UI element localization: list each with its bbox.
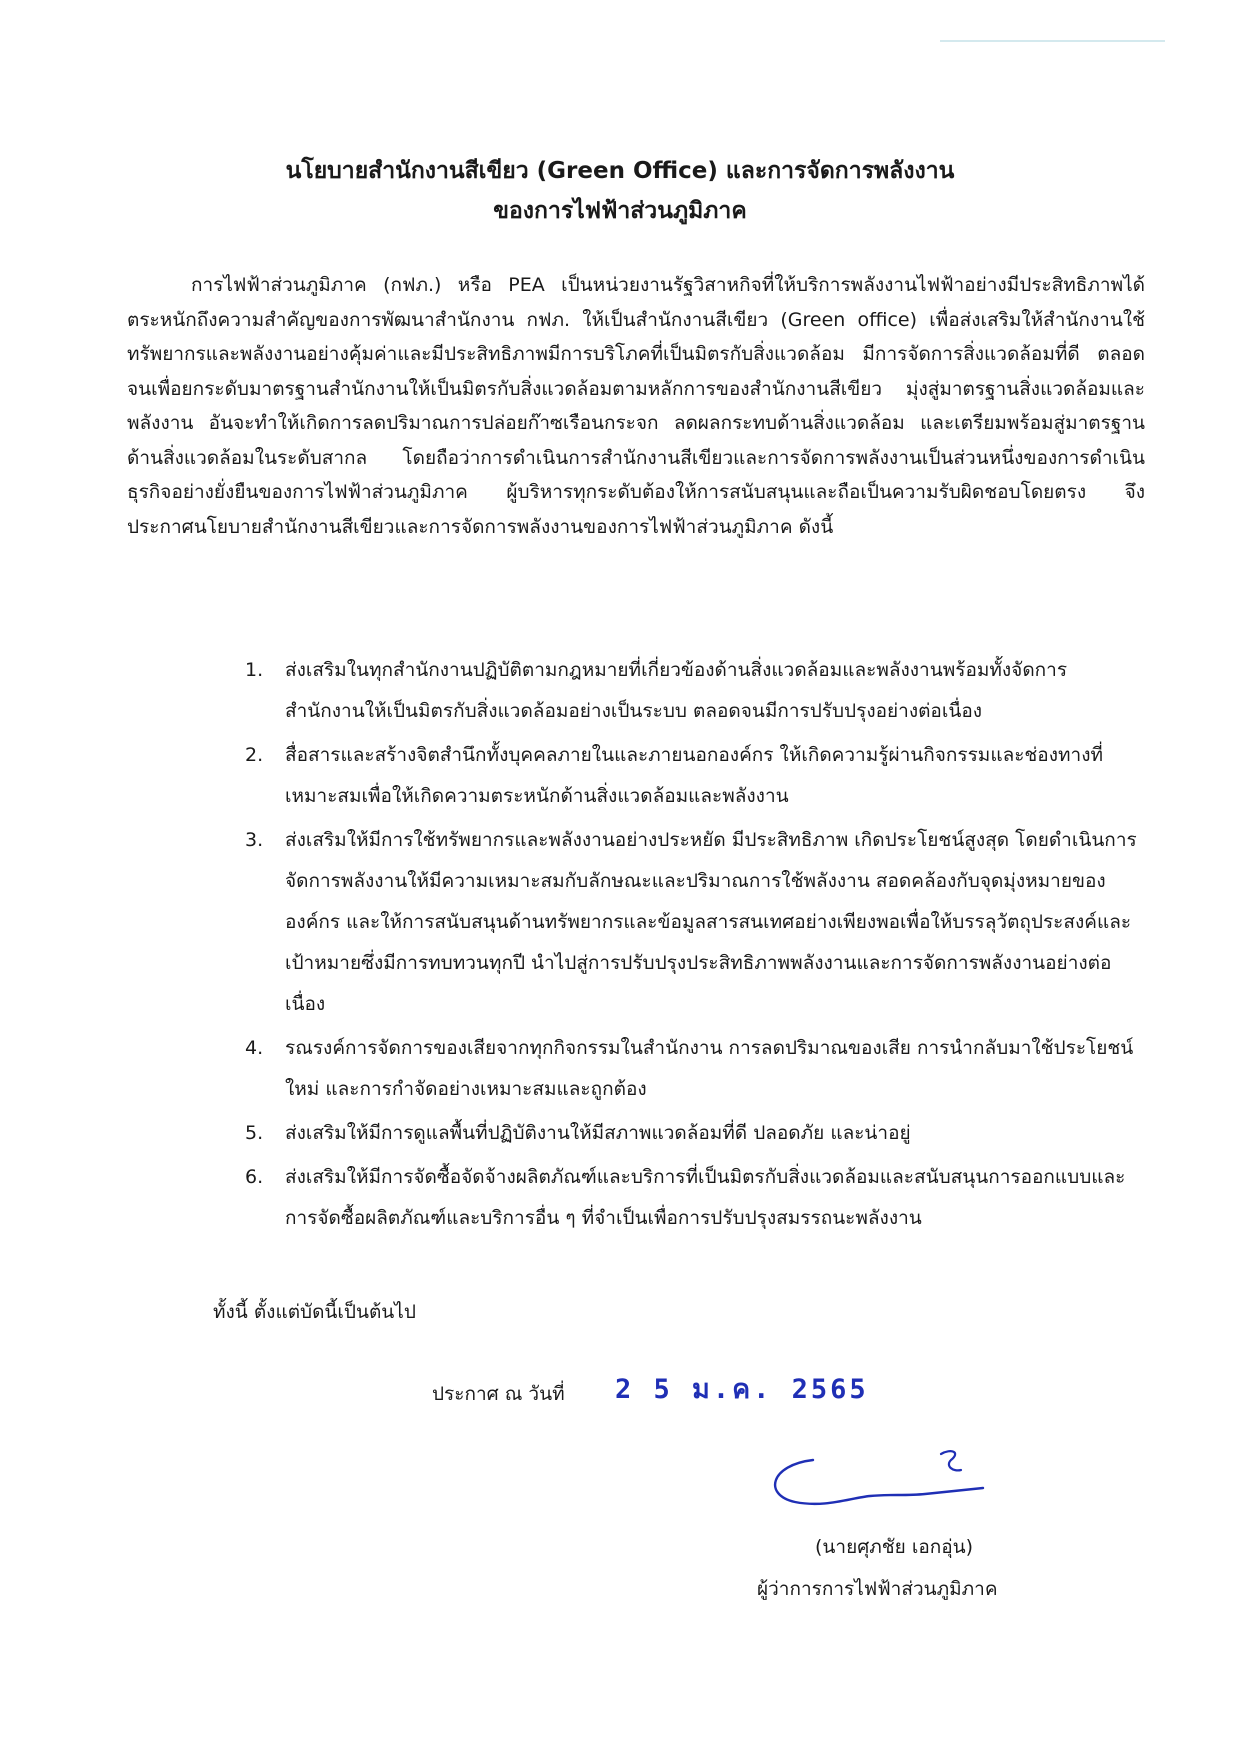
policy-number: 6. [245,1166,264,1188]
policy-text: รณรงค์การจัดการของเสียจากทุกกิจกรรมในสำนักงาน การลดปริมาณของเสีย การนำกลับมาใช้ประโยชน์ใหม่ และการกำจัดอย่างเหมาะสมและถูกต้อง [285,1037,1134,1100]
policy-number: 3. [245,829,264,851]
policy-item [245,650,1145,732]
signatory-title: ผู้ว่าการการไฟฟ้าส่วนภูมิภาค [757,1578,998,1600]
date-stamp: 2 5 ม.ค. 2565 [615,1374,869,1405]
policy-text: สื่อสารและสร้างจิตสำนึกทั้งบุคคลภายในและภายนอกองค์กร ให้เกิดความรู้ผ่านกิจกรรมและช่องทางที่เหมาะสมเพื่อให้เกิดความตระหนักด้านสิ่งแวดล้อมและพลังงาน [285,744,1103,807]
policy-item [245,1028,1145,1110]
signatory-name: (นายศุภชัย เอกอุ่น) [815,1536,974,1558]
document-title-line1: นโยบายสำนักงานสีเขียว (Green Office) และการจัดการพลังงาน [285,158,955,184]
policy-text: ส่งเสริมให้มีการจัดซื้อจัดจ้างผลิตภัณฑ์และบริการที่เป็นมิตรกับสิ่งแวดล้อมและสนับสนุนการออกแบบและการจัดซื้อผลิตภัณฑ์และบริการอื่น ๆ ที่จำเป็นเพื่อการปรับปรุงสมรรถนะพลังงาน [285,1166,1126,1229]
policy-text: ส่งเสริมในทุกสำนักงานปฏิบัติตามกฎหมายที่เกี่ยวข้องด้านสิ่งแวดล้อมและพลังงานพร้อมทั้งจัดการสำนักงานให้เป็นมิตรกับสิ่งแวดล้อมอย่างเป็นระบบ ตลอดจนมีการปรับปรุงอย่างต่อเนื่อง [285,659,1068,722]
policy-item [245,735,1145,817]
signature-image [755,1430,995,1520]
document-title-line2: ของการไฟฟ้าส่วนภูมิภาค [493,198,747,224]
policy-item [245,820,1145,1025]
closing-statement: ทั้งนี้ ตั้งแต่บัดนี้เป็นต้นไป [213,1301,416,1323]
policy-number: 2. [245,744,264,766]
header-rule [940,40,1165,42]
policy-item [245,1113,1145,1154]
policy-text: ส่งเสริมให้มีการดูแลพื้นที่ปฏิบัติงานให้มีสภาพแวดล้อมที่ดี ปลอดภัย และน่าอยู่ [285,1122,911,1144]
intro-paragraph: การไฟฟ้าส่วนภูมิภาค (กฟภ.) หรือ PEA เป็นหน่วยงานรัฐวิสาหกิจที่ให้บริการพลังงานไฟฟ้าอย่างมีประสิทธิภาพได้ตระหนักถึงความสำคัญของการพัฒนาสำนักงาน กฟภ. ให้เป็นสำนักงานสีเขียว (Green office) เพื่อส่งเสริมให้สำนักงานใช้ทรัพยากรและพลังงานอย่างคุ้มค่าและมีประสิทธิภาพมีการบริโภคที่เป็นมิตรกับสิ่งแวดล้อม มีการจัดการสิ่งแวดล้อมที่ดี ตลอดจนเพื่อยกระดับมาตรฐานสำนักงานให้เป็นมิตรกับสิ่งแวดล้อมตามหลักการของสำนักงานสีเขียว มุ่งสู่มาตรฐานสิ่งแวดล้อมและพลังงาน อันจะทำให้เกิดการลดปริมาณการปล่อยก๊าซเรือนกระจก ลดผลกระทบด้านสิ่งแวดล้อม และเตรียมพร้อมสู่มาตรฐานด้านสิ่งแวดล้อมในระดับสากล โดยถือว่าการดำเนินการสำนักงานสีเขียวและการจัดการพลังงานเป็นส่วนหนึ่งของการดำเนินธุรกิจอย่างยั่งยืนของการไฟฟ้าส่วนภูมิภาค ผู้บริหารทุกระดับต้องให้การสนับสนุนและถือเป็นความรับผิดชอบโดยตรง จึงประกาศนโยบายสำนักงานสีเขียวและการจัดการพลังงานของการไฟฟ้าส่วนภูมิภาค ดังนี้ [127,274,1145,538]
policy-number: 1. [245,659,264,681]
announcement-label: ประกาศ ณ วันที่ [432,1383,565,1405]
policy-item [245,1157,1145,1239]
policy-number: 5. [245,1122,264,1144]
policy-list [245,650,1145,1242]
policy-text: ส่งเสริมให้มีการใช้ทรัพยากรและพลังงานอย่างประหยัด มีประสิทธิภาพ เกิดประโยชน์สูงสุด โดยดำเนินการจัดการพลังงานให้มีความเหมาะสมกับลักษณะและปริมาณการใช้พลังงาน สอดคล้องกับจุดมุ่งหมายขององค์กร และให้การสนับสนุนด้านทรัพยากรและข้อมูลสารสนเทศอย่างเพียงพอเพื่อให้บรรลุวัตถุประสงค์และเป้าหมายซึ่งมีการทบทวนทุกปี นำไปสู่การปรับปรุงประสิทธิภาพพลังงานและการจัดการพลังงานอย่างต่อเนื่อง [285,829,1137,1015]
policy-number: 4. [245,1037,264,1059]
